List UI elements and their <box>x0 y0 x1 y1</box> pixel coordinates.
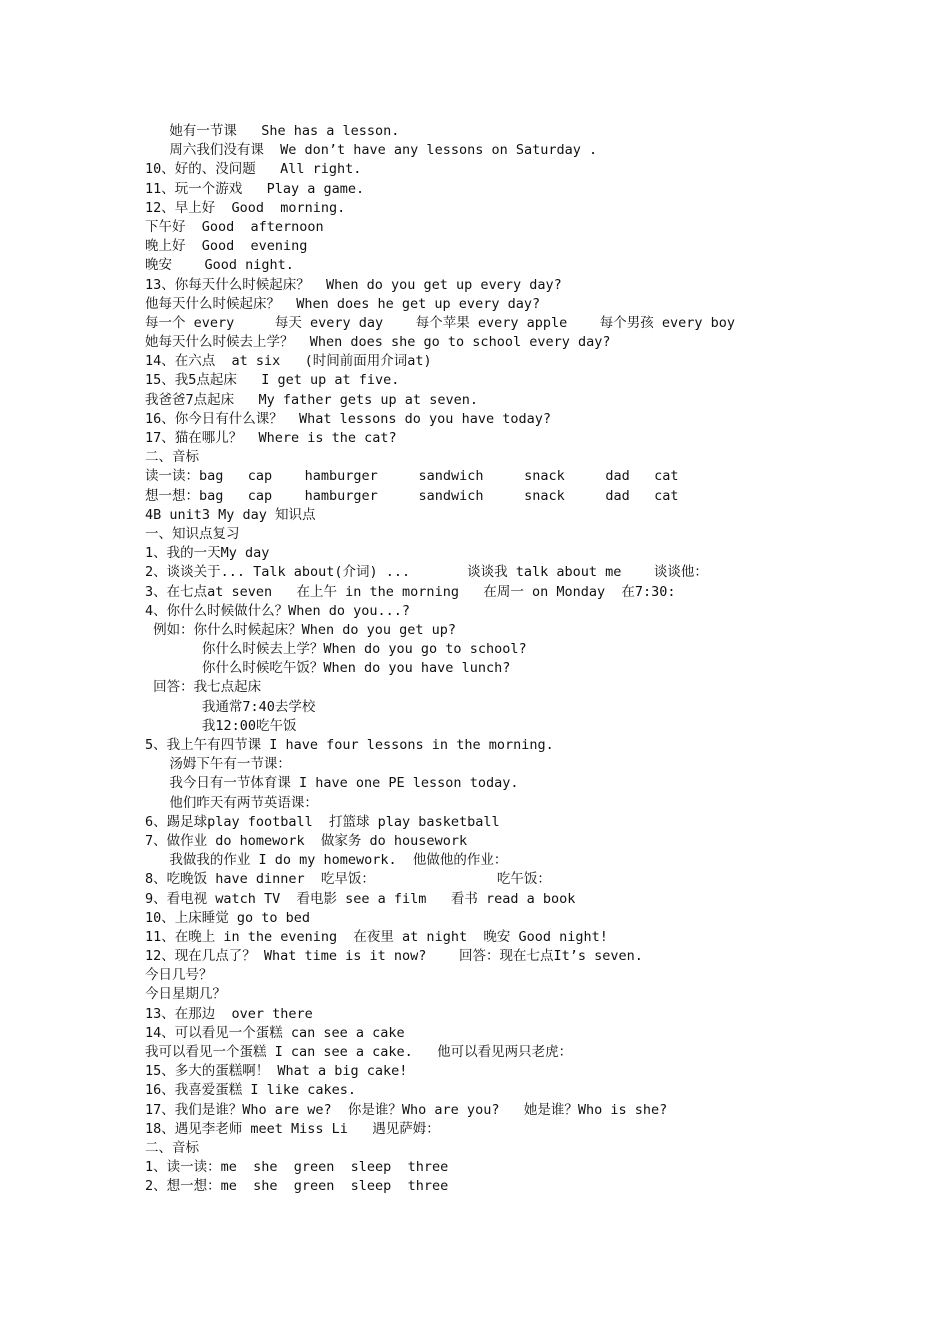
text-line: 3、在七点at seven 在上午 in the morning 在周一 on Monday 在7:30: <box>145 583 676 600</box>
text-line: 下午好 Good afternoon <box>145 218 324 235</box>
text-line: 汤姆下午有一节课： <box>145 756 291 773</box>
text-line: 周六我们没有课 We don’t have any lessons on Saturday . <box>145 142 598 159</box>
text-line: 你什么时候吃午饭？When do you have lunch? <box>145 660 511 677</box>
text-line: 13、在那边 over there <box>145 1005 313 1022</box>
text-line: 我做我的作业 I do my homework. 他做他的作业： <box>145 852 508 869</box>
text-line: 她有一节课 She has a lesson. <box>145 123 400 139</box>
text-line: 二、音标 <box>145 449 199 466</box>
text-line: 5、我上午有四节课 I have four lessons in the morning. <box>145 737 554 753</box>
document-body <box>145 122 845 1197</box>
text-line: 二、音标 <box>145 1139 199 1156</box>
text-line: 我通常7:40去学校 <box>145 698 316 715</box>
text-line: 9、看电视 watch TV 看电影 see a film 看书 read a book <box>145 890 576 907</box>
text-line: 他们昨天有两节英语课： <box>145 794 318 811</box>
text-line: 11、玩一个游戏 Play a game. <box>145 180 365 197</box>
text-line: 13、你每天什么时候起床？ When do you get up every day? <box>145 276 562 293</box>
text-line: 我今日有一节体育课 I have one PE lesson today. <box>145 775 519 792</box>
text-line: 12、早上好 Good morning. <box>145 199 346 216</box>
text-line: 一、知识点复习 <box>145 525 240 542</box>
text-line: 18、遇见李老师 meet Miss Li 遇见萨姆： <box>145 1120 440 1137</box>
text-line: 14、在六点 at six (时间前面用介词at) <box>145 353 432 370</box>
text-line: 2、想一想：me she green sleep three <box>145 1178 449 1195</box>
text-line: 14、可以看见一个蛋糕 can see a cake <box>145 1024 405 1041</box>
text-line: 17、我们是谁？Who are we? 你是谁？Who are you? 她是谁？Who is she? <box>145 1101 668 1118</box>
text-line: 10、上床睡觉 go to bed <box>145 909 311 926</box>
text-line: 15、我5点起床 I get up at five. <box>145 372 400 389</box>
text-line: 我可以看见一个蛋糕 I can see a cake. 他可以看见两只老虎： <box>145 1044 573 1060</box>
text-line: 晚上好 Good evening <box>145 238 308 255</box>
text-line: 4、你什么时候做什么？When do you...? <box>145 602 411 619</box>
text-line: 12、现在几点了？ What time is it now? 回答：现在七点It’s seven. <box>145 948 643 965</box>
text-line: 晚安 Good night. <box>145 257 294 274</box>
text-line: 2、谈谈关于... Talk about(介词) ... 谈谈我 talk about me 谈谈他： <box>145 564 708 581</box>
text-line: 想一想：bag cap hamburger sandwich snack dad cat <box>145 487 679 504</box>
text-line: 16、你今日有什么课？ What lessons do you have today? <box>145 410 551 427</box>
text-line: 读一读：bag cap hamburger sandwich snack dad cat <box>145 468 679 485</box>
text-line: 回答：我七点起床 <box>145 679 262 696</box>
text-line: 你什么时候去上学？When do you go to school? <box>145 641 527 658</box>
text-line: 我爸爸7点起床 My father gets up at seven. <box>145 391 478 408</box>
text-line: 15、多大的蛋糕啊！ What a big cake! <box>145 1063 408 1080</box>
text-line: 我12:00吃午饭 <box>145 717 297 734</box>
text-line: 例如：你什么时候起床？When do you get up? <box>145 621 457 638</box>
text-line: 10、好的、没问题 All right. <box>145 161 362 178</box>
text-line: 11、在晚上 in the evening 在夜里 at night 晚安 Good night! <box>145 928 608 945</box>
text-line: 她每天什么时候去上学？ When does she go to school every day? <box>145 334 611 351</box>
text-line: 7、做作业 do homework 做家务 do housework <box>145 832 468 849</box>
text-line: 1、读一读：me she green sleep three <box>145 1159 449 1176</box>
text-line: 16、我喜爱蛋糕 I like cakes. <box>145 1082 357 1099</box>
text-line: 每一个 every 每天 every day 每个苹果 every apple 每个男孩 every boy <box>145 314 736 331</box>
text-line: 今日几号？ <box>145 967 213 984</box>
text-line: 6、踢足球play football 打篮球 play basketball <box>145 813 500 830</box>
text-line: 17、猫在哪儿？ Where is the cat? <box>145 430 397 446</box>
text-line: 1、我的一天My day <box>145 545 270 562</box>
text-line: 他每天什么时候起床？ When does he get up every day? <box>145 295 541 312</box>
text-line: 8、吃晚饭 have dinner 吃早饭： 吃午饭： <box>145 871 551 888</box>
text-line: 今日星期几？ <box>145 986 226 1003</box>
text-line: 4B unit3 My day 知识点 <box>145 506 316 523</box>
